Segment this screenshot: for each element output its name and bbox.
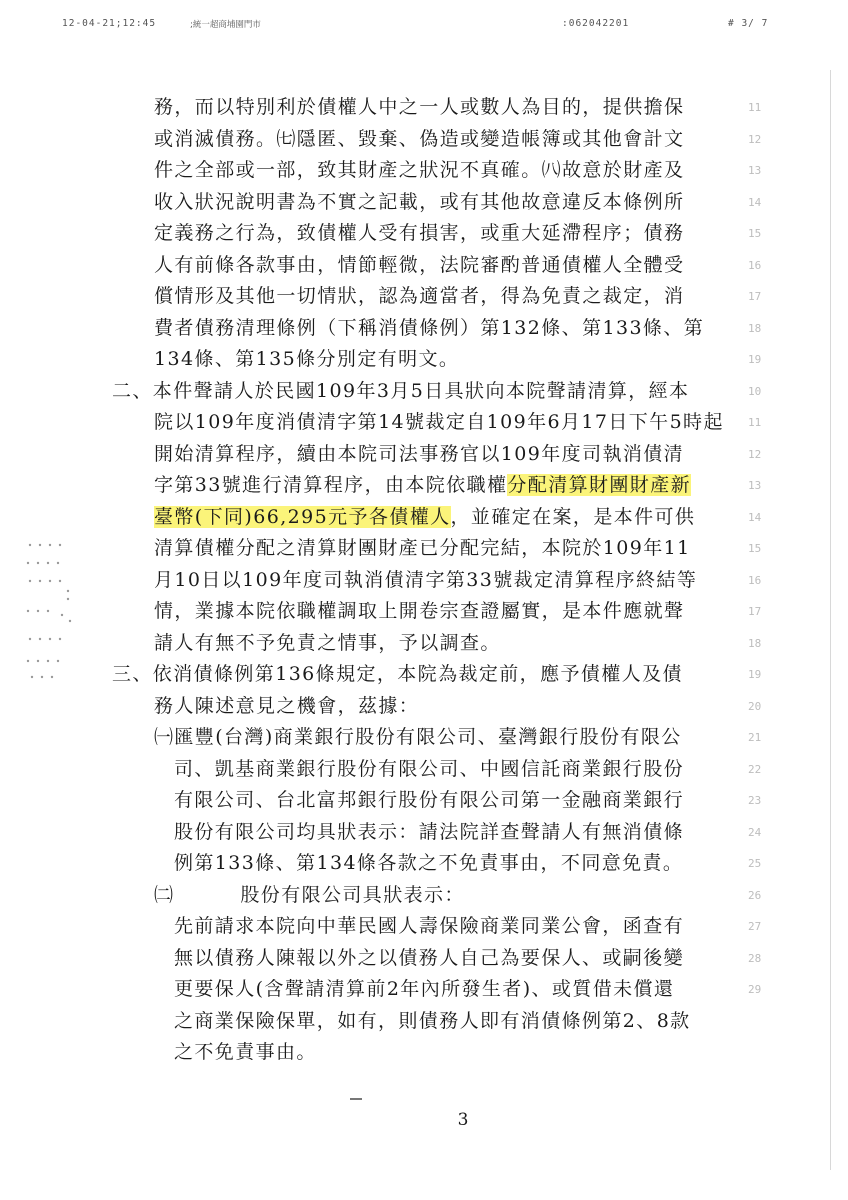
text-line: 務人陳述意見之機會，茲據： bbox=[154, 694, 420, 717]
text-line: 件之全部或一部，致其財產之狀況不真確。㈧故意於財產及 bbox=[154, 159, 685, 181]
text-line: 或消滅債務。㈦隱匿、毀棄、偽造或變造帳簿或其他會計文 bbox=[154, 127, 685, 150]
text-line: 開始清算程序，續由本院司法事務官以109年度司執消債清 bbox=[154, 442, 685, 465]
page-number: 3 bbox=[457, 1110, 469, 1130]
text-line: 之商業保險保單，如有，則債務人即有消債條例第2、8款 bbox=[174, 1009, 691, 1032]
line-number: 24 bbox=[748, 825, 762, 839]
text-line: 院以109年度消債清字第14號裁定自109年6月17日下午5時起 bbox=[154, 411, 724, 433]
line-number: 18 bbox=[748, 321, 762, 335]
text-line: 收入狀況說明書為不實之記載，或有其他故意違反本條例所 bbox=[154, 190, 685, 213]
text-line: 先前請求本院向中華民國人壽保險商業同業公會，函查有 bbox=[174, 915, 685, 937]
fax-datetime: 12-04-21;12:45 bbox=[62, 18, 157, 29]
text-segment: ，並確定在案，是本件可供 bbox=[450, 505, 696, 528]
line-number: 13 bbox=[748, 479, 762, 492]
fax-sender: ;統一超商埔園門市 bbox=[190, 20, 261, 30]
stray-mark bbox=[350, 1098, 362, 1100]
page-edge-line bbox=[830, 70, 831, 1170]
text-line: 更要保人(含聲請清算前2年內所發生者)、或質借未償還 bbox=[174, 978, 675, 1000]
text-line: 有限公司、台北富邦銀行股份有限公司第一金融商業銀行 bbox=[174, 789, 685, 811]
text-line: 定義務之行為，致債權人受有損害，或重大延滯程序；債務 bbox=[154, 222, 685, 244]
line-number: 13 bbox=[748, 164, 762, 177]
fax-number: :062042201 bbox=[562, 18, 630, 29]
text-line: 費者債務清理條例（下稱消債條例）第132條、第133條、第 bbox=[154, 316, 705, 339]
text-line: 務，而以特別利於債權人中之一人或數人為目的，提供擔保 bbox=[154, 96, 685, 118]
text-line: ㈠匯豐(台灣)商業銀行股份有限公司、臺灣銀行股份有限公 bbox=[154, 726, 682, 748]
text-line: 股份有限公司均具狀表示：請法院詳查聲請人有無消債條 bbox=[174, 820, 685, 843]
section-2-line: 二、本件聲請人於民國109年3月5日具狀向本院聲請清算，經本 bbox=[112, 379, 690, 402]
text-line: 人有前條各款事由，情節輕微，法院審酌普通債權人全體受 bbox=[154, 253, 685, 276]
line-number: 12 bbox=[748, 447, 762, 461]
line-number: 11 bbox=[748, 416, 762, 429]
text-segment: 股份有限公司具狀表示： bbox=[240, 883, 465, 906]
line-number: 18 bbox=[748, 636, 762, 650]
line-number: 14 bbox=[748, 510, 762, 524]
text-line: 清算債權分配之清算財團財產已分配完結，本院於109年11 bbox=[154, 537, 691, 559]
text-line: 月10日以109年度司執消債清字第33號裁定清算程序終結等 bbox=[154, 568, 698, 591]
fax-header bbox=[0, 18, 848, 34]
highlighted-text: 分配清算財團財產新 bbox=[507, 474, 691, 496]
line-number: 16 bbox=[748, 258, 762, 272]
line-number: 23 bbox=[748, 794, 762, 807]
line-number: 15 bbox=[748, 227, 762, 240]
text-line: 情，業據本院依職權調取上開卷宗查證屬實，是本件應就聲 bbox=[154, 600, 685, 622]
text-line: 無以債務人陳報以外之以債務人自己為要保人、或嗣後變 bbox=[174, 946, 685, 969]
line-number: 14 bbox=[748, 195, 762, 209]
highlighted-text: 臺幣(下同)66,295元予各債權人 bbox=[154, 505, 451, 528]
line-number: 26 bbox=[748, 888, 762, 902]
line-number: 16 bbox=[748, 573, 762, 587]
line-number: 19 bbox=[748, 668, 762, 681]
text-line bbox=[112, 880, 752, 912]
line-number: 22 bbox=[748, 762, 762, 776]
section-3-line: 三、依消債條例第136條規定，本院為裁定前，應予債權人及債 bbox=[112, 663, 683, 685]
line-number: 17 bbox=[748, 290, 762, 303]
text-line: 之不免責事由。 bbox=[174, 1041, 317, 1063]
text-line bbox=[112, 470, 752, 502]
line-number: 15 bbox=[748, 542, 762, 555]
binding-holes-decoration bbox=[18, 535, 78, 685]
line-number: 12 bbox=[748, 132, 762, 146]
text-line: 償情形及其他一切情狀，認為適當者，得為免責之裁定，消 bbox=[154, 285, 685, 307]
text-line: 請人有無不予免責之情事，予以調查。 bbox=[154, 631, 501, 654]
text-line bbox=[112, 502, 752, 534]
fax-page-count: # 3/ 7 bbox=[728, 18, 769, 29]
line-number: 11 bbox=[748, 101, 762, 114]
line-number: 19 bbox=[748, 353, 762, 366]
line-number: 29 bbox=[748, 983, 762, 996]
text-line: 134條、第135條分別定有明文。 bbox=[154, 348, 460, 370]
line-number: 17 bbox=[748, 605, 762, 618]
text-line: 例第133條、第134條各款之不免責事由，不同意免責。 bbox=[174, 852, 684, 874]
text-segment: ㈡ bbox=[154, 883, 175, 906]
line-number: 10 bbox=[748, 384, 762, 398]
line-number: 21 bbox=[748, 731, 762, 744]
line-number: 20 bbox=[748, 699, 762, 713]
line-number: 27 bbox=[748, 920, 762, 933]
line-number: 28 bbox=[748, 951, 762, 965]
line-number: 25 bbox=[748, 857, 762, 870]
margin-line-numbers bbox=[748, 92, 788, 1006]
judgment-body bbox=[112, 92, 752, 1069]
text-line: 司、凱基商業銀行股份有限公司、中國信託商業銀行股份 bbox=[174, 757, 685, 780]
text-segment: 字第33號進行清算程序，由本院依職權 bbox=[154, 474, 508, 496]
